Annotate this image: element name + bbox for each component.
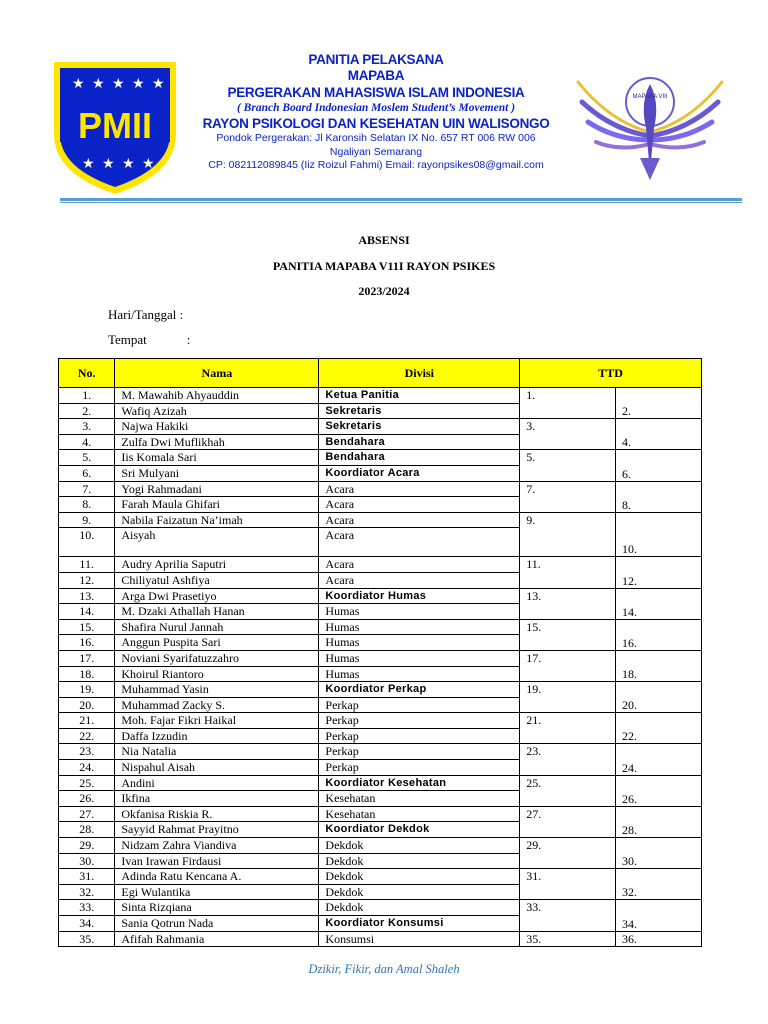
row-division: Humas — [319, 619, 520, 635]
signature-cell: 13. — [520, 588, 616, 619]
row-division: Bendahara — [319, 450, 520, 466]
row-division: Dekdok — [319, 869, 520, 885]
row-name: Arga Dwi Prasetiyo — [115, 588, 319, 604]
row-name: Wafiq Azizah — [115, 403, 319, 419]
pmii-logo — [50, 56, 180, 196]
table-row — [59, 713, 702, 729]
table-row — [59, 557, 702, 573]
row-number: 25. — [59, 775, 115, 791]
row-number: 15. — [59, 619, 115, 635]
signature-cell — [616, 557, 702, 573]
header-line2: MAPABA — [347, 68, 405, 83]
signature-cell — [616, 450, 702, 466]
signature-cell: 4. — [616, 434, 702, 450]
row-number: 35. — [59, 931, 115, 947]
row-division: Koordiator Acara — [319, 465, 520, 481]
signature-cell: 1. — [520, 388, 616, 419]
signature-cell: 5. — [520, 450, 616, 481]
row-number: 27. — [59, 806, 115, 822]
signature-cell: 25. — [520, 775, 616, 806]
signature-cell: 21. — [520, 713, 616, 744]
row-name: Egi Wulantika — [115, 884, 319, 900]
letterhead — [48, 52, 738, 202]
row-name: Andini — [115, 775, 319, 791]
signature-cell: 9. — [520, 512, 616, 557]
row-division: Kesehatan — [319, 806, 520, 822]
signature-cell: 16. — [616, 635, 702, 651]
footer-motto: Dzikir, Fikir, dan Amal Shaleh — [308, 962, 460, 976]
row-name: Chiliyatul Ashfiya — [115, 572, 319, 588]
row-name: Khoirul Riantoro — [115, 666, 319, 682]
svg-text:★: ★ — [152, 75, 165, 91]
row-division: Dekdok — [319, 900, 520, 916]
header-contact: CP: 082112089845 (Iiz Roizul Fahmi) Email: rayonpsikes08@gmail.com — [208, 159, 544, 171]
row-name: Adinda Ratu Kencana A. — [115, 869, 319, 885]
signature-cell: 15. — [520, 619, 616, 650]
row-name: Nidzam Zahra Viandiva — [115, 838, 319, 854]
row-name: Afifah Rahmania — [115, 931, 319, 947]
signature-cell: 20. — [616, 697, 702, 713]
row-number: 14. — [59, 604, 115, 620]
attendance-table — [58, 358, 702, 947]
row-division: Acara — [319, 512, 520, 528]
row-number: 31. — [59, 869, 115, 885]
header-no: No. — [59, 359, 115, 388]
signature-cell — [616, 512, 702, 528]
signature-cell: 17. — [520, 650, 616, 681]
row-number: 10. — [59, 528, 115, 557]
signature-cell: 26. — [616, 791, 702, 807]
row-name: Farah Maula Ghifari — [115, 497, 319, 513]
row-name: Moh. Fajar Fikri Haikal — [115, 713, 319, 729]
row-number: 4. — [59, 434, 115, 450]
signature-cell — [616, 619, 702, 635]
table-row — [59, 682, 702, 698]
row-number: 28. — [59, 822, 115, 838]
row-number: 12. — [59, 572, 115, 588]
row-name: Ikfina — [115, 791, 319, 807]
row-division: Acara — [319, 557, 520, 573]
row-name: Audry Aprilia Saputri — [115, 557, 319, 573]
signature-cell: 35. — [520, 931, 616, 947]
row-number: 17. — [59, 650, 115, 666]
signature-cell: 18. — [616, 666, 702, 682]
row-division: Humas — [319, 604, 520, 620]
row-number: 24. — [59, 760, 115, 776]
table-row — [59, 619, 702, 635]
tempat-label — [108, 332, 190, 348]
row-division: Koordiator Dekdok — [319, 822, 520, 838]
row-number: 3. — [59, 419, 115, 435]
row-number: 11. — [59, 557, 115, 573]
row-number: 1. — [59, 388, 115, 404]
signature-cell: 27. — [520, 806, 616, 837]
row-number: 26. — [59, 791, 115, 807]
row-division: Acara — [319, 497, 520, 513]
table-row — [59, 838, 702, 854]
row-name: Daffa Izzudin — [115, 728, 319, 744]
signature-cell: 30. — [616, 853, 702, 869]
header-rule-thin — [60, 202, 742, 203]
signature-cell: 12. — [616, 572, 702, 588]
row-name: Muhammad Yasin — [115, 682, 319, 698]
table-row — [59, 450, 702, 466]
header-rule-thick — [60, 198, 742, 201]
signature-cell — [616, 481, 702, 497]
svg-text:★: ★ — [112, 75, 125, 91]
row-number: 16. — [59, 635, 115, 651]
row-number: 21. — [59, 713, 115, 729]
row-division: Humas — [319, 650, 520, 666]
svg-text:PMII: PMII — [77, 105, 153, 146]
row-division: Perkap — [319, 744, 520, 760]
row-number: 23. — [59, 744, 115, 760]
row-name: Okfanisa Riskia R. — [115, 806, 319, 822]
row-number: 18. — [59, 666, 115, 682]
row-division: Acara — [319, 481, 520, 497]
signature-cell — [616, 682, 702, 698]
table-row — [59, 481, 702, 497]
row-number: 2. — [59, 403, 115, 419]
row-name: Sayyid Rahmat Prayitno — [115, 822, 319, 838]
row-name: Iis Komala Sari — [115, 450, 319, 466]
doc-title: ABSENSI — [358, 233, 410, 247]
header-address2: Ngaliyan Semarang — [329, 145, 423, 158]
table-row — [59, 775, 702, 791]
row-division: Humas — [319, 635, 520, 651]
signature-cell — [616, 588, 702, 604]
row-number: 7. — [59, 481, 115, 497]
signature-cell — [616, 806, 702, 822]
row-name: Sri Mulyani — [115, 465, 319, 481]
row-division: Sekretaris — [319, 403, 520, 419]
row-division: Konsumsi — [319, 931, 520, 947]
row-name: Shafira Nurul Jannah — [115, 619, 319, 635]
svg-text:★: ★ — [72, 75, 85, 91]
svg-text:★: ★ — [122, 155, 135, 171]
signature-cell: 11. — [520, 557, 616, 588]
row-name: Sinta Rizqiana — [115, 900, 319, 916]
row-name: Sania Qotrun Nada — [115, 916, 319, 932]
svg-text:★: ★ — [142, 155, 155, 171]
row-division: Perkap — [319, 713, 520, 729]
signature-cell: 6. — [616, 465, 702, 481]
row-name: Yogi Rahmadani — [115, 481, 319, 497]
header-line4: ( Branch Board Indonesian Moslem Student’s Movement ) — [236, 102, 516, 114]
hari-tanggal-label: Hari/Tanggal : — [108, 307, 184, 322]
row-division: Sekretaris — [319, 419, 520, 435]
signature-cell — [616, 838, 702, 854]
signature-cell — [616, 650, 702, 666]
table-row — [59, 806, 702, 822]
row-number: 33. — [59, 900, 115, 916]
row-name: Ivan Irawan Firdausi — [115, 853, 319, 869]
row-number: 30. — [59, 853, 115, 869]
signature-cell — [616, 388, 702, 404]
table-row — [59, 588, 702, 604]
table-row — [59, 744, 702, 760]
signature-cell: 22. — [616, 728, 702, 744]
row-division: Perkap — [319, 760, 520, 776]
svg-text:★: ★ — [92, 75, 105, 91]
row-name: Nabila Faizatun Na’imah — [115, 512, 319, 528]
row-name: Noviani Syarifatuzzahro — [115, 650, 319, 666]
signature-cell: 32. — [616, 884, 702, 900]
table-row — [59, 512, 702, 528]
signature-cell: 29. — [520, 838, 616, 869]
table-row — [59, 900, 702, 916]
signature-cell — [616, 419, 702, 435]
signature-cell: 10. — [616, 528, 702, 557]
mapaba-logo — [570, 62, 730, 192]
row-division: Ketua Panitia — [319, 388, 520, 404]
signature-cell: 2. — [616, 403, 702, 419]
row-name: Muhammad Zacky S. — [115, 697, 319, 713]
svg-text:MAPABA VIII: MAPABA VIII — [632, 94, 668, 100]
signature-cell: 24. — [616, 760, 702, 776]
row-number: 9. — [59, 512, 115, 528]
header-nama: Nama — [115, 359, 319, 388]
row-division: Dekdok — [319, 853, 520, 869]
header-ttd: TTD — [520, 359, 702, 388]
row-division: Perkap — [319, 728, 520, 744]
row-number: 6. — [59, 465, 115, 481]
signature-cell: 31. — [520, 869, 616, 900]
signature-cell — [616, 713, 702, 729]
row-division: Kesehatan — [319, 791, 520, 807]
signature-cell: 19. — [520, 682, 616, 713]
row-division: Acara — [319, 528, 520, 557]
table-body — [59, 388, 702, 947]
row-number: 5. — [59, 450, 115, 466]
row-division: Humas — [319, 666, 520, 682]
signature-cell: 3. — [520, 419, 616, 450]
row-name: Zulfa Dwi Muflikhah — [115, 434, 319, 450]
table-row — [59, 419, 702, 435]
header-address1: Pondok Pergerakan: Jl Karonsih Selatan IX No. 657 RT 006 RW 006 — [216, 132, 536, 144]
header-line1: PANITIA PELAKSANA — [308, 52, 444, 67]
svg-text:★: ★ — [132, 75, 145, 91]
row-number: 29. — [59, 838, 115, 854]
signature-cell: 33. — [520, 900, 616, 931]
signature-cell — [616, 869, 702, 885]
row-division: Perkap — [319, 697, 520, 713]
row-division: Koordiator Konsumsi — [319, 916, 520, 932]
header-divisi: Divisi — [319, 359, 520, 388]
row-name: Nia Natalia — [115, 744, 319, 760]
table-row — [59, 931, 702, 947]
row-number: 20. — [59, 697, 115, 713]
row-division: Koordiator Humas — [319, 588, 520, 604]
row-number: 8. — [59, 497, 115, 513]
row-number: 13. — [59, 588, 115, 604]
row-number: 32. — [59, 884, 115, 900]
signature-cell — [616, 744, 702, 760]
header-text-block — [184, 52, 568, 173]
table-row — [59, 650, 702, 666]
row-division: Bendahara — [319, 434, 520, 450]
tempat-colon: : — [186, 332, 191, 347]
row-name: Nispahul Aisah — [115, 760, 319, 776]
svg-text:★: ★ — [102, 155, 115, 171]
row-name: Aisyah — [115, 528, 319, 557]
table-header-row — [59, 359, 702, 388]
signature-cell: 7. — [520, 481, 616, 512]
tempat-text: Tempat — [108, 332, 147, 347]
signature-cell: 23. — [520, 744, 616, 775]
signature-cell — [616, 900, 702, 916]
signature-cell: 36. — [616, 931, 702, 947]
header-line5: RAYON PSIKOLOGI DAN KESEHATAN UIN WALISONGO — [202, 116, 550, 131]
row-number: 22. — [59, 728, 115, 744]
doc-subtitle: PANITIA MAPABA V11I RAYON PSIKES — [272, 259, 496, 273]
row-division: Koordiator Kesehatan — [319, 775, 520, 791]
signature-cell: 8. — [616, 497, 702, 513]
row-number: 19. — [59, 682, 115, 698]
row-division: Dekdok — [319, 838, 520, 854]
signature-cell: 14. — [616, 604, 702, 620]
header-line3: PERGERAKAN MAHASISWA ISLAM INDONESIA — [227, 85, 525, 100]
row-name: M. Dzaki Athallah Hanan — [115, 604, 319, 620]
signature-cell: 28. — [616, 822, 702, 838]
signature-cell: 34. — [616, 916, 702, 932]
row-number: 34. — [59, 916, 115, 932]
signature-cell — [616, 775, 702, 791]
row-name: Anggun Puspita Sari — [115, 635, 319, 651]
svg-text:★: ★ — [82, 155, 95, 171]
table-row — [59, 869, 702, 885]
table-row — [59, 388, 702, 404]
row-name: M. Mawahib Ahyauddin — [115, 388, 319, 404]
row-division: Koordiator Perkap — [319, 682, 520, 698]
doc-year: 2023/2024 — [358, 284, 410, 298]
row-division: Dekdok — [319, 884, 520, 900]
row-division: Acara — [319, 572, 520, 588]
row-name: Najwa Hakiki — [115, 419, 319, 435]
